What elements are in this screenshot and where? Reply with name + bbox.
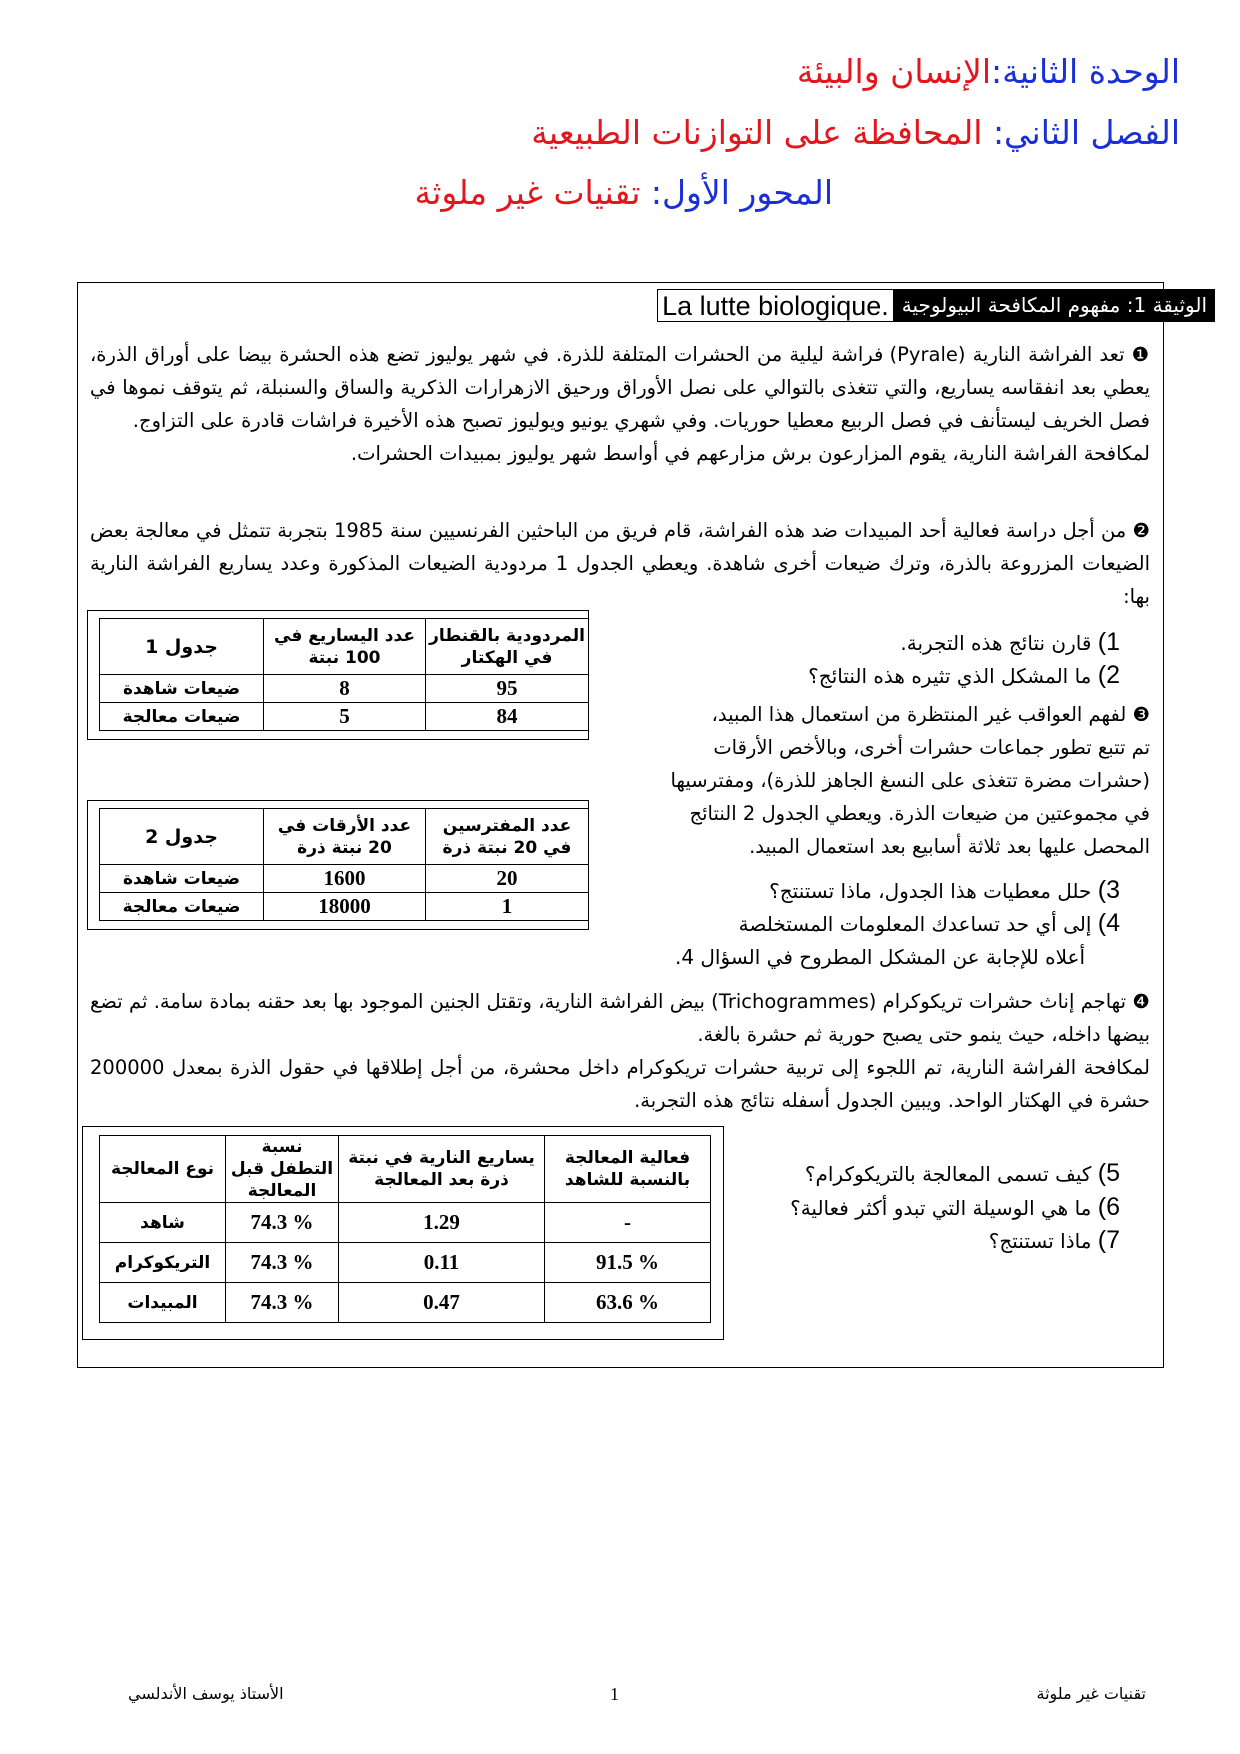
question-7 [989,1224,1120,1258]
table-1-col2-header: المردودية بالقنطار في الهكتار [426,619,589,675]
marker-1-icon: ❶ [1131,343,1151,366]
table-3-col0-header: نوع المعالجة [100,1136,226,1203]
paragraph-3-line3: (حشرات مضرة تتغذى على النسغ الجاهز للذرة)، ومفترسيها [670,769,1150,792]
unit-heading [797,52,1180,91]
question-5-text: كيف تسمى المعالجة بالتريكوكرام؟ [804,1162,1092,1186]
paragraph-1-text2: لمكافحة الفراشة النارية، يقوم المزارعون برش مزارعهم في أواسط شهر يوليوز بمبيدات الحشرات. [350,442,1150,465]
paragraph-4 [90,985,1150,1117]
question-1-text: قارن نتائج هذه التجربة. [900,631,1092,655]
footer-topic: تقنيات غير ملوثة [1036,1684,1146,1703]
question-2-number: 2) [1097,661,1120,689]
paragraph-4-text2: لمكافحة الفراشة النارية، تم اللجوء إلى تربية حشرات تريكوكرام داخل محشرة، من أجل إطلاقها في حقول الذرة بمعدل 200000 حشرة في الهكتار الواحد. ويبين الجدول أسفله نتائج هذه التجربة. [90,1056,1150,1112]
chapter-heading [531,113,1180,152]
table-3-col1-header: نسبة التطفل قبل المعالجة [226,1136,339,1203]
table-1-yield-control: 95 [426,675,589,703]
table-2-label-control: ضيعات شاهدة [100,865,264,893]
question-1-number: 1) [1097,628,1120,656]
footer-page-number: 1 [610,1684,619,1704]
table-2-aphids-treated: 18000 [264,893,426,921]
table-3-parasitism-tricho: % 74.3 [226,1243,339,1283]
table-2 [99,808,589,921]
table-1-label-control: ضيعات شاهدة [100,675,264,703]
paragraph-2-text: من أجل دراسة فعالية أحد المبيدات ضد هذه الفراشة، قام فريق من الباحثين الفرنسيين سنة 1985 بتجربة تتمثل في معالجة بعض الضيعات المزروعة بالذرة، وترك ضيعات أخرى شاهدة. ويعطي الجدول 1 مردودية الضيعات المذكورة وعدد يساريع الفراشة النارية بها: [90,519,1150,608]
table-2-col2-header: عدد المفترسين في 20 نبتة ذرة [426,809,589,865]
footer-author: الأستاذ يوسف الأندلسي [128,1684,284,1703]
question-6 [790,1191,1120,1225]
table-2-predators-control: 20 [426,865,589,893]
question-5-number: 5) [1097,1159,1120,1187]
table-3-larvae-pesticide: 0.47 [339,1283,545,1323]
question-5 [805,1157,1120,1191]
table-2-predators-treated: 1 [426,893,589,921]
table-1-caption: جدول 1 [100,619,264,675]
paragraph-3-line1: لفهم العواقب غير المنتظرة من استعمال هذا المبيد، [711,703,1127,726]
table-3-col3-header: فعالية المعالجة بالنسبة للشاهد [545,1136,711,1203]
question-3-number: 3) [1097,876,1120,904]
table-3-col2-header: يساريع النارية في نبتة ذرة بعد المعالجة [339,1136,545,1203]
question-7-text: ماذا تستنتج؟ [988,1229,1092,1253]
table-2-caption: جدول 2 [100,809,264,865]
paragraph-4-text: تهاجم إناث حشرات تريكوكرام (Trichogrammes) بيض الفراشة النارية، وتقتل الجنين الموجود بها بعد حقنه بمادة سامة. ثم تضع بيضها داخله، حيث ينمو حتى يصبح حورية ثم حشرة بالغة. [90,990,1150,1046]
table-1-label-treated: ضيعات معالجة [100,703,264,731]
table-3-label-control: شاهد [100,1203,226,1243]
table-3-larvae-control: 1.29 [339,1203,545,1243]
table-3-parasitism-pesticide: % 74.3 [226,1283,339,1323]
question-3-text: حلل معطيات هذا الجدول، ماذا تستنتج؟ [769,879,1092,903]
table-2-label-treated: ضيعات معالجة [100,893,264,921]
axis-heading [415,173,833,212]
question-6-number: 6) [1097,1193,1120,1221]
table-3-efficiency-control: - [545,1203,711,1243]
chapter-label: الفصل الثاني: [992,113,1180,152]
marker-4-icon: ❹ [1132,990,1150,1013]
table-1-larvae-control: 8 [264,675,426,703]
paragraph-3 [590,698,1150,863]
table-3-efficiency-pesticide: % 63.6 [545,1283,711,1323]
paragraph-3-line4: في مجموعتين من ضيعات الذرة. ويعطي الجدول 2 النتائج [689,802,1150,825]
question-4-number: 4) [1097,909,1120,937]
table-row [100,1243,711,1283]
marker-3-icon: ❸ [1132,703,1150,726]
unit-title: الإنسان والبيئة [796,52,992,91]
question-2-text: ما المشكل الذي تثيره هذه النتائج؟ [808,664,1092,688]
question-2 [808,659,1120,693]
table-2-aphids-control: 1600 [264,865,426,893]
question-1 [900,626,1120,660]
paragraph-3-line5: المحصل عليها بعد ثلاثة أسابيع بعد استعمال المبيد. [749,835,1150,858]
chapter-title: المحافظة على التوازنات الطبيعية [531,113,993,152]
axis-title: تقنيات غير ملوثة [414,173,651,212]
table-row [100,1283,711,1323]
question-4-text-2: أعلاه للإجابة عن المشكل المطروح في السؤال 4. [674,945,1085,969]
table-row [100,893,589,921]
table-1-yield-treated: 84 [426,703,589,731]
table-1-col1-header: عدد اليساريع في 100 نبتة [264,619,426,675]
paragraph-2 [90,514,1150,613]
document-title-french: .La lutte biologique [657,289,894,322]
table-row [100,865,589,893]
paragraph-3-line2: تم تتبع تطور جماعات حشرات أخرى، وبالأخص الأرقات [713,736,1150,759]
table-3-larvae-tricho: 0.11 [339,1243,545,1283]
table-row [100,703,589,731]
table-row [100,675,589,703]
question-6-text: ما هي الوسيلة التي تبدو أكثر فعالية؟ [790,1196,1092,1220]
table-1 [99,618,589,731]
question-3 [769,874,1120,908]
table-1-larvae-treated: 5 [264,703,426,731]
table-3 [99,1135,711,1323]
table-row [100,1203,711,1243]
table-3-label-pesticide: المبيدات [100,1283,226,1323]
question-4 [739,907,1120,941]
paragraph-1-text: تعد الفراشة النارية (Pyrale) فراشة ليلية من الحشرات المتلفة للذرة. في شهر يوليوز تضع هذه الحشرة بيضا على أوراق الذرة، يعطي بعد انفقاسه يساريع، والتي تتغذى بالتوالي على نصل الأوراق ورحيق الازهرارات الذكرية والساق والسنبلة، ثم يتوقف نموها في فصل الخريف ليستأنف في فصل الربيع معطيا حوريات. وفي شهري يونيو ويوليوز تصبح هذه الأخيرة فراشات قادرة على التزاوج. [90,343,1150,432]
marker-2-icon: ❷ [1132,519,1150,542]
paragraph-1 [90,338,1150,470]
table-3-parasitism-control: % 74.3 [226,1203,339,1243]
table-3-efficiency-tricho: % 91.5 [545,1243,711,1283]
table-3-label-tricho: التريكوكرام [100,1243,226,1283]
document-title [657,289,1215,322]
unit-label: الوحدة الثانية: [991,52,1180,91]
question-4-text: إلى أي حد تساعدك المعلومات المستخلصة [738,912,1092,936]
document-title-arabic: الوثيقة 1: مفهوم المكافحة البيولوجية [894,289,1215,322]
table-2-col1-header: عدد الأرقات في 20 نبتة ذرة [264,809,426,865]
axis-label: المحور الأول: [650,173,833,212]
question-4-continued [675,941,1085,974]
question-7-number: 7) [1097,1226,1120,1254]
